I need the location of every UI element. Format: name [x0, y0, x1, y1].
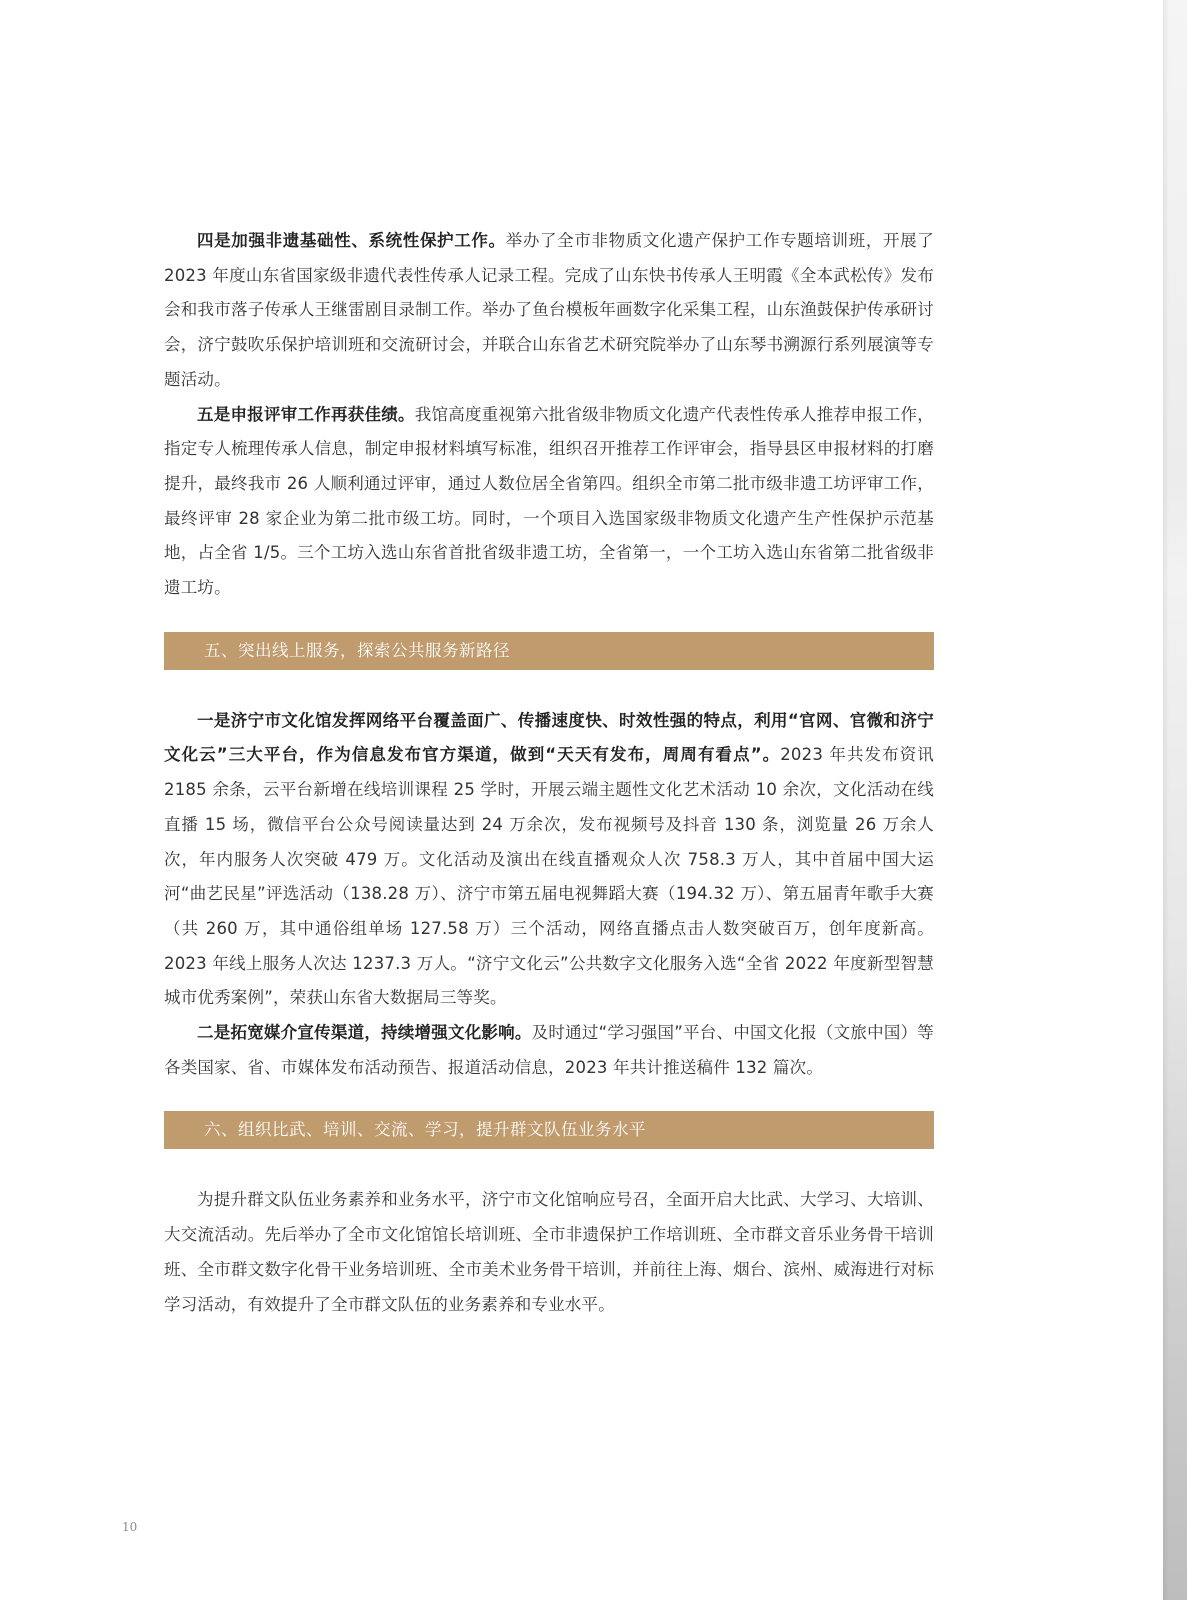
paragraph-text: 我馆高度重视第六批省级非物质文化遗产代表性传承人推荐申报工作，指定专人梳理传承人信息，制定申报材料填写标准，组织召开推荐工作评审会，指导县区申报材料的打磨提升，最终我市 26 人顺利通过评审，通过人数位居全省第四。组织全市第二批市级非遗工坊评审工作，最终评审 28 家企业为第二批市级工坊。同时，一个项目入选国家级非物质文化遗产生产性保护示范基地，占全省 1/5。三个工坊入选山东省首批省级非遗工坊，全省第一，一个工坊入选山东省第二批省级非遗工坊。: [164, 404, 934, 598]
page-number: 10: [122, 1520, 138, 1534]
document-body: [164, 224, 934, 1322]
section-heading-team-training: 六、组织比武、培训、交流、学习，提升群文队伍业务水平: [164, 1111, 934, 1149]
paragraph-lead: 四是加强非遗基础性、系统性保护工作。: [197, 231, 506, 250]
paragraph-intangible-heritage-protection: [164, 224, 934, 398]
page-edge-decoration: [1163, 0, 1187, 1600]
paragraph-lead: 一是济宁市文化馆发挥网络平台覆盖面广、传播速度快、时效性强的特点，利用“官网、官微和济宁文化云”三大平台，作为信息发布官方渠道，做到“天天有发布，周周有看点”。: [164, 710, 934, 765]
paragraph-text: 及时通过“学习强国”平台、中国文化报（文旅中国）等各类国家、省、市媒体发布活动预告、报道活动信息，2023 年共计推送稿件 132 篇次。: [164, 1023, 934, 1077]
paragraph-network-platform: [164, 704, 934, 1016]
paragraph-media-channels: [164, 1016, 934, 1085]
paragraph-application-review: [164, 398, 934, 606]
paragraph-text: 2023 年共发布资讯 2185 余条，云平台新增在线培训课程 25 学时，开展云端主题性文化艺术活动 10 余次，文化活动在线直播 15 场，微信平台公众号阅读量达到 24 万余次，发布视频号及抖音 130 条，浏览量 26 万余人次，年内服务人次突破 479 万。文化活动及演出在线直播观众人次 758.3 万人，其中首届中国大运河“曲艺民星”评选活动（138.28 万）、济宁市第五届电视舞蹈大赛（194.32 万）、第五届青年歌手大赛（共 260 万，其中通俗组单场 127.58 万）三个活动，网络直播点击人数突破百万，创年度新高。2023 年线上服务人次达 1237.3 万人。“济宁文化云”公共数字文化服务入选“全省 2022 年度新型智慧城市优秀案例”，荣获山东省大数据局三等奖。: [164, 745, 935, 1008]
section-heading-online-services: 五、突出线上服务，探索公共服务新路径: [164, 632, 934, 670]
paragraph-text: 举办了全市非物质文化遗产保护工作专题培训班，开展了 2023 年度山东省国家级非遗代表性传承人记录工程。完成了山东快书传承人王明霞《全本武松传》发布会和我市落子传承人王继雷剧目录制工作。举办了鱼台模板年画数字化采集工程，山东渔鼓保护传承研讨会，济宁鼓吹乐保护培训班和交流研讨会，并联合山东省艺术研究院举办了山东琴书溯源行系列展演等专题活动。: [164, 231, 934, 389]
paragraph-team-training: 为提升群文队伍业务素养和业务水平，济宁市文化馆响应号召，全面开启大比武、大学习、大培训、大交流活动。先后举办了全市文化馆馆长培训班、全市非遗保护工作培训班、全市群文音乐业务骨干培训班、全市群文数字化骨干业务培训班、全市美术业务骨干培训，并前往上海、烟台、滨州、威海进行对标学习活动，有效提升了全市群文队伍的业务素养和专业水平。: [164, 1190, 934, 1314]
paragraph-lead: 五是申报评审工作再获佳绩。: [197, 404, 415, 424]
paragraph-lead: 二是拓宽媒介宣传渠道，持续增强文化影响。: [197, 1023, 532, 1043]
